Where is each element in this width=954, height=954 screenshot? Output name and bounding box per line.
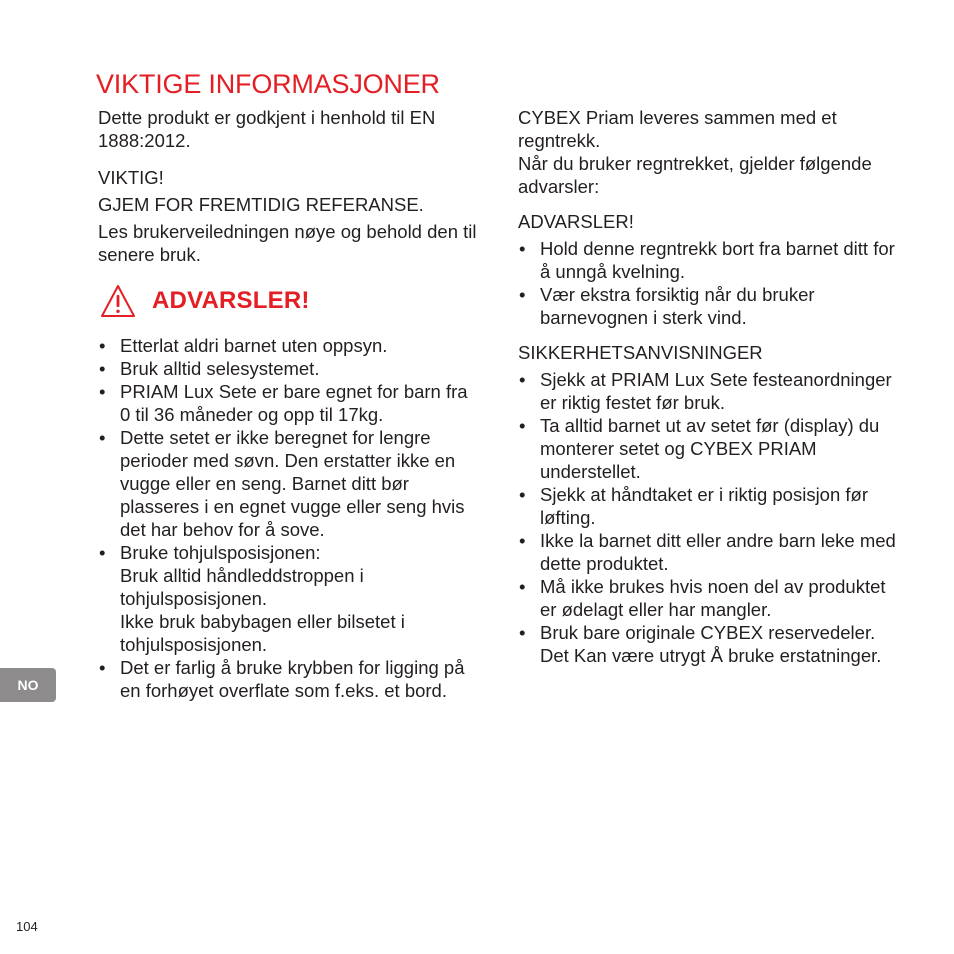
page-title: VIKTIGE INFORMASJONER [96,69,440,100]
read-instruction-text: Les brukerveiledningen nøye og behold den til senere bruk. [98,221,477,265]
important-label: VIKTIG! [98,167,164,188]
safety-label: SIKKERHETSANVISNINGER [518,342,763,363]
tohjul-sub-text: Bruk alltid håndleddstroppen i tohjulsposisjonen. [120,565,364,609]
approval-text: Dette produkt er godkjent i henhold til EN 1888:2012. [98,107,436,151]
language-tab: NO [0,668,56,702]
raincover-note: Når du bruker regntrekket, gjelder følgende advarsler: [518,153,872,197]
left-column [98,106,478,702]
list-item: • Det er farlig å bruke krybben for ligging på en forhøyet overflate som f.eks. et bord. [98,656,478,702]
list-item: • Vær ekstra forsiktig når du bruker barnevognen i sterk vind. [518,283,898,329]
list-item: • Bruk bare originale CYBEX reservedeler. Det Kan være utrygt Å bruke erstatninger. [518,621,898,667]
list-item-tohjul [98,541,478,656]
warning-list [98,334,478,702]
list-item: • Ikke la barnet ditt eller andre barn leke med dette produktet. [518,529,898,575]
warning-heading [100,284,478,318]
page-number: 104 [16,919,38,934]
warning-triangle-icon [100,284,136,318]
raincover-intro: CYBEX Priam leveres sammen med et regntrekk. [518,107,837,151]
raincover-warning-list [518,237,898,329]
tohjul-sub-text: Ikke bruk babybagen eller bilsetet i tohjulsposisjonen. [120,611,405,655]
keep-reference-label: GJEM FOR FREMTIDIG REFERANSE. [98,194,424,215]
list-item: • Hold denne regntrekk bort fra barnet ditt for å unngå kvelning. [518,237,898,283]
list-item: • PRIAM Lux Sete er bare egnet for barn fra 0 til 36 måneder og opp til 17kg. [98,380,478,426]
list-item: • Dette setet er ikke beregnet for lengre perioder med søvn. Den erstatter ikke en vugge eller en seng. Barnet ditt bør plasseres i en egnet vugge eller seng hvis det har behov for å sove. [98,426,478,541]
tohjul-heading: • Bruke tohjulsposisjonen: [120,542,321,563]
list-item: • Sjekk at PRIAM Lux Sete festeanordninger er riktig festet før bruk. [518,368,898,414]
list-item: • Ta alltid barnet ut av setet før (display) du monterer setet og CYBEX PRIAM understellet. [518,414,898,483]
list-item: • Må ikke brukes hvis noen del av produktet er ødelagt eller har mangler. [518,575,898,621]
raincover-warnings-label: ADVARSLER! [518,211,634,232]
list-item: • Sjekk at håndtaket er i riktig posisjon før løfting. [518,483,898,529]
warning-heading-text: ADVARSLER! [152,287,310,314]
right-column [518,106,898,667]
list-item: • Etterlat aldri barnet uten oppsyn. [98,334,478,357]
list-item: • Bruk alltid selesystemet. [98,357,478,380]
safety-list [518,368,898,667]
